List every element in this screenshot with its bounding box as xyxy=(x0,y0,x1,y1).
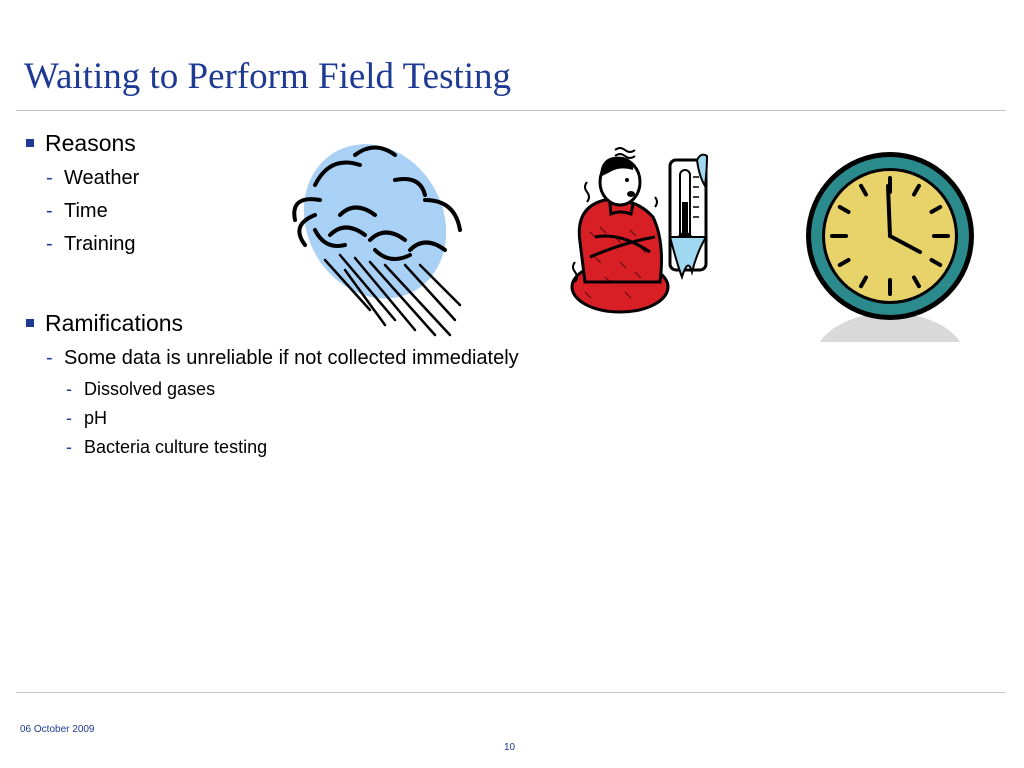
slide-title: Waiting to Perform Field Testing xyxy=(24,56,512,97)
bullet-reasons: Reasons xyxy=(26,130,136,157)
wall-clock-icon xyxy=(800,148,980,344)
bullet-unreliable-data: - Some data is unreliable if not collected immediately xyxy=(46,347,519,369)
cold-person-thermometer-icon xyxy=(565,142,715,317)
rain-cloud-icon xyxy=(285,140,475,340)
title-divider xyxy=(16,110,1006,111)
footer-date: 06 October 2009 xyxy=(20,724,95,735)
bullet-ph: - pH xyxy=(66,408,108,428)
bullet-ramifications: Ramifications xyxy=(26,310,183,337)
bullet-dissolved-gases: - Dissolved gases xyxy=(66,379,216,399)
bullet-weather: - Weather xyxy=(46,167,140,189)
bullet-training: - Training xyxy=(46,233,136,255)
bullet-marker xyxy=(26,139,34,147)
bullet-time: - Time xyxy=(46,200,108,222)
bullet-marker xyxy=(26,319,34,327)
footer-divider xyxy=(16,692,1006,693)
bullet-bacteria: - Bacteria culture testing xyxy=(66,437,268,457)
page-number: 10 xyxy=(504,742,516,753)
